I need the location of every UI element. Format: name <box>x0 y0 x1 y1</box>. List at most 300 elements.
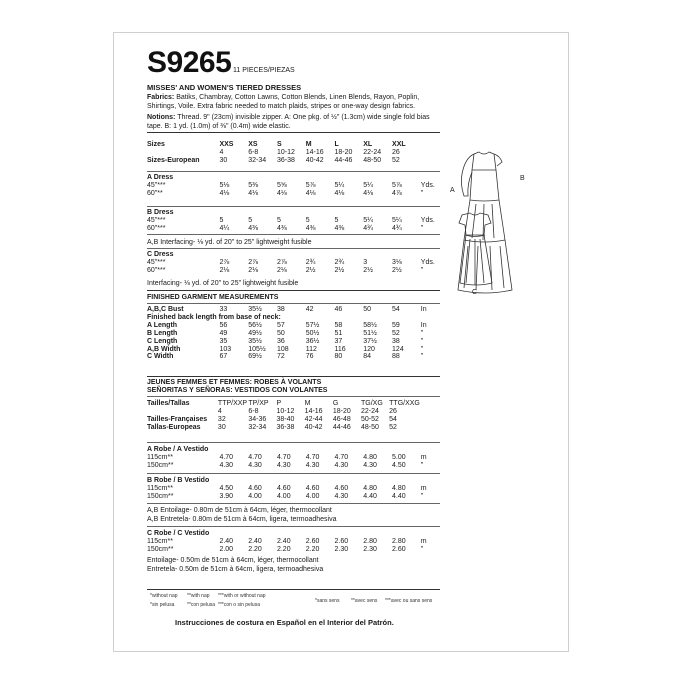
cell: 32 <box>217 415 226 423</box>
cell: 4⅛ <box>363 189 373 197</box>
row-label: A,B Width <box>147 345 181 353</box>
row-label: 115cm** <box>147 537 173 545</box>
table-row <box>147 149 440 157</box>
table-row <box>147 400 440 408</box>
cell: 4.80 <box>363 484 377 492</box>
cell: 10-12 <box>276 148 295 156</box>
cell: 5¼ <box>392 216 402 224</box>
yardage-table-c <box>147 251 440 275</box>
unit: " <box>420 545 424 553</box>
divider <box>147 171 440 172</box>
cell: 56 <box>219 321 228 329</box>
cell: 4⅛ <box>305 189 316 197</box>
divider <box>147 303 440 304</box>
cell: 48-50 <box>363 156 382 164</box>
cell: 51 <box>334 329 343 337</box>
cell: 4.80 <box>392 484 406 492</box>
row-label: 60"*** <box>147 224 166 232</box>
metric-table-b <box>147 477 440 501</box>
divider <box>147 234 440 235</box>
cell: 4 <box>219 148 224 156</box>
cell: 50 <box>363 306 372 313</box>
cell: XL <box>363 141 373 148</box>
fabrics-block <box>147 93 440 111</box>
cell: 4.30 <box>334 461 349 469</box>
unit: In <box>420 321 427 329</box>
cell: 4.70 <box>334 453 349 461</box>
spanish-instructions-note: Instrucciones de costura en Español en el Interior del Patrón. <box>175 618 394 627</box>
unit: " <box>420 353 424 361</box>
cell: 4⅛ <box>219 189 230 197</box>
title-es: SEÑORITAS Y SEÑORAS: VESTIDOS CON VOLANTES <box>147 387 328 394</box>
cell: 67 <box>219 353 228 361</box>
divider <box>147 473 440 474</box>
cell: 6-8 <box>248 148 259 156</box>
table-row <box>147 538 440 546</box>
table-row <box>147 182 440 190</box>
cell: 57 <box>276 321 285 329</box>
cell: 2.20 <box>276 545 291 553</box>
cell: 72 <box>276 353 285 361</box>
cell: 2½ <box>305 266 316 274</box>
cell: 76 <box>305 353 314 361</box>
cell: 88 <box>392 353 400 361</box>
cell: 52 <box>392 329 400 337</box>
table-row <box>147 353 440 361</box>
cell: 4.50 <box>219 484 234 492</box>
footnote-fr-1: *sans sens <box>315 598 340 604</box>
cell: 44-46 <box>332 423 351 431</box>
skirt-c <box>460 235 492 285</box>
row-label: C Length <box>147 337 178 345</box>
cell: 18-20 <box>332 407 351 415</box>
cell <box>421 400 440 408</box>
cell: 4.40 <box>392 492 406 500</box>
cell: 4 <box>217 407 222 415</box>
cell: 58½ <box>363 321 377 329</box>
divider <box>147 206 440 207</box>
cell: 2¾ <box>305 258 316 266</box>
row-label: 150cm** <box>147 461 174 469</box>
cell: 4.30 <box>276 461 291 469</box>
cell: 5 <box>334 216 339 224</box>
table-row <box>147 267 440 275</box>
section-label: A Robe / A Vestido <box>147 446 209 453</box>
cell: 4⅜ <box>305 224 316 232</box>
footnote-fr-3: ***avec ou sans sens <box>385 598 433 604</box>
cell: 120 <box>363 345 375 353</box>
unit: " <box>420 189 424 197</box>
cell: XXS <box>219 141 234 148</box>
table-row <box>147 217 440 225</box>
finished-measurements-title: FINISHED GARMENT MEASUREMENTS <box>147 294 279 301</box>
unit: Yds. <box>420 216 435 224</box>
divider <box>147 290 440 291</box>
cell: 112 <box>305 345 317 353</box>
cell: 5 <box>248 216 253 224</box>
row-label: 45"*** <box>147 216 166 224</box>
section-label: Finished back length from base of neck: <box>147 313 281 321</box>
footnote-en-2: **with nap <box>187 593 210 599</box>
cell <box>421 408 440 416</box>
cell: 2¾ <box>334 258 345 266</box>
cell <box>421 416 440 424</box>
row-label <box>147 408 218 416</box>
table-row <box>147 546 440 554</box>
cell: 5 <box>276 216 281 224</box>
cell: 54 <box>389 415 397 423</box>
cell: 36-38 <box>276 156 295 164</box>
cell: 3⅛ <box>392 258 402 266</box>
title-fr: JEUNES FEMMES ET FEMMES: ROBES À VOLANTS <box>147 379 322 386</box>
cell: 22-24 <box>360 407 379 415</box>
table-row <box>147 416 440 424</box>
footnote-es-2: **con pelusa <box>187 602 216 608</box>
table-row <box>147 408 440 416</box>
cell: 103 <box>219 345 232 353</box>
cell: 26 <box>389 407 397 415</box>
cell: 2⅛ <box>219 266 230 274</box>
cell: 14-16 <box>304 407 323 415</box>
table-row <box>147 314 440 322</box>
cell: 84 <box>363 353 372 361</box>
cell: 4.70 <box>305 453 320 461</box>
cell: 4⅛ <box>276 189 287 197</box>
view-label-a: A <box>450 187 455 194</box>
sizes-table-metric <box>147 400 440 432</box>
cell: XXL <box>392 141 406 148</box>
cell: 38 <box>392 337 400 345</box>
cell: 51½ <box>363 329 377 337</box>
divider <box>147 132 440 133</box>
divider <box>147 503 440 504</box>
sleeve-a <box>461 154 474 196</box>
cell: 105½ <box>248 345 266 353</box>
cell: 4.30 <box>248 461 262 469</box>
row-label: 115cm** <box>147 453 173 461</box>
table-row <box>147 141 440 149</box>
cell: 2.60 <box>305 537 320 545</box>
cell: 4.60 <box>276 484 291 492</box>
cell: TTP/XXP <box>217 400 248 407</box>
metric-table-c <box>147 530 440 554</box>
cell: 4.30 <box>305 461 320 469</box>
cell: 4.60 <box>248 484 262 492</box>
cell: 32-34 <box>248 423 267 431</box>
cell <box>421 424 440 432</box>
cell: 40-42 <box>304 423 323 431</box>
cell: 80 <box>334 353 343 361</box>
cell: 49½ <box>248 329 262 337</box>
cell: 33 <box>219 306 228 313</box>
cell: 58 <box>334 321 343 329</box>
section-label: C Robe / C Vestido <box>147 530 210 537</box>
unit: Yds. <box>420 258 435 266</box>
cell: 30 <box>217 423 226 431</box>
divider <box>147 396 440 397</box>
footnote-es-1: *sin pelusa <box>150 602 175 608</box>
cell: 42-44 <box>304 415 323 423</box>
cell: P <box>276 400 282 407</box>
table-row <box>147 322 440 330</box>
bodice-c <box>459 213 491 235</box>
table-row <box>147 424 440 432</box>
fabrics-text: Batiks, Chambray, Cotton Lawns, Cotton Blends, Linen Blends, Rayon, Poplin, Shirtings, Voile. Extra fabric needed to match plaids, stripes or one-way design fabrics. <box>147 94 420 110</box>
cell: 4¾ <box>392 224 402 232</box>
unit: " <box>420 345 424 353</box>
cell: 2.40 <box>276 537 291 545</box>
cell: 4.30 <box>219 461 234 469</box>
unit: " <box>420 461 424 469</box>
cell: 36½ <box>305 337 320 345</box>
cell: TTG/XXG <box>389 400 420 407</box>
cell: 37½ <box>363 337 377 345</box>
dress-view-c-illustration <box>448 205 508 295</box>
row-label: A,B,C Bust <box>147 306 184 313</box>
cell: 2⅛ <box>276 266 287 274</box>
cell: 6-8 <box>248 407 259 415</box>
cell: 5 <box>305 216 310 224</box>
table-row <box>147 330 440 338</box>
table-row <box>147 446 440 454</box>
cell: 4.00 <box>276 492 291 500</box>
cell: 4.80 <box>363 453 377 461</box>
ab-interfacing: A,B Interfacing- ⅛ yd. of 20" to 25" lightweight fusible <box>147 239 312 246</box>
table-row <box>147 174 440 182</box>
unit: " <box>420 224 424 232</box>
table-row <box>147 225 440 233</box>
row-label: Tailles/Tallas <box>147 400 190 407</box>
cell: 35½ <box>248 337 262 345</box>
cell: 30 <box>219 156 228 164</box>
cell: 4.70 <box>248 453 262 461</box>
cell: 108 <box>276 345 289 353</box>
cell: 3.90 <box>219 492 234 500</box>
cell: 69½ <box>248 353 262 361</box>
view-label-b: B <box>520 175 525 182</box>
divider <box>147 248 440 249</box>
cell: 38-40 <box>276 415 295 423</box>
divider <box>147 526 440 527</box>
cell: 5⅛ <box>219 181 230 189</box>
notions-label: Notions: <box>147 114 176 121</box>
ab-entretela: A,B Entretela- 0.80m de 51cm à 64cm, ligera, termoadhesiva <box>147 516 337 523</box>
bodice-outline <box>472 152 496 170</box>
cell: 5⅞ <box>305 181 316 189</box>
cell: 2.30 <box>363 545 377 553</box>
cell: 2.20 <box>305 545 320 553</box>
table-row <box>147 477 440 485</box>
cell: 4.60 <box>305 484 320 492</box>
footnote-fr-2: **avec sens <box>351 598 378 604</box>
row-label: 60"** <box>147 189 163 197</box>
table-row <box>147 485 440 493</box>
cell: XS <box>248 141 258 148</box>
cell: 49 <box>219 329 228 337</box>
row-label: 60"*** <box>147 266 166 274</box>
footnote-en-3: ***with or without nap <box>218 593 266 599</box>
cell: 40-42 <box>305 156 324 164</box>
cell: 2⅞ <box>219 258 230 266</box>
row-label: B Length <box>147 329 178 337</box>
cell: 56½ <box>248 321 262 329</box>
pattern-number: S9265 <box>147 46 232 79</box>
ab-entoilage: A,B Entoilage- 0.80m de 51cm à 64cm, léger, thermocollant <box>147 507 332 514</box>
cell: 2.40 <box>248 537 262 545</box>
cell: 2.80 <box>363 537 377 545</box>
cell: M <box>304 400 311 407</box>
table-row <box>147 259 440 267</box>
cell: 2.40 <box>219 537 234 545</box>
cell: 52 <box>389 423 397 431</box>
unit: " <box>420 266 424 274</box>
yardage-table-a <box>147 174 440 198</box>
cell: 5¼ <box>334 181 345 189</box>
divider <box>147 442 440 443</box>
cell: 5 <box>219 216 224 224</box>
c-entoilage: Entoilage- 0.50m de 51cm à 64cm, léger, thermocollant <box>147 557 319 564</box>
cell: 5¼ <box>363 181 373 189</box>
cell: 2.30 <box>334 545 349 553</box>
cell: 4⅜ <box>334 224 345 232</box>
cell: 35 <box>219 337 228 345</box>
table-row <box>147 209 440 217</box>
cell: 57½ <box>305 321 320 329</box>
finished-measurements-table <box>147 306 440 361</box>
section-label: C Dress <box>147 251 174 258</box>
cell: 50 <box>276 329 285 337</box>
table-row <box>147 190 440 198</box>
unit: m <box>420 453 427 461</box>
row-label: 45"*** <box>147 181 166 189</box>
cell: S <box>276 141 282 148</box>
cell: 4¼ <box>219 224 230 232</box>
cell: 48-50 <box>360 423 379 431</box>
row-label: 115cm** <box>147 484 173 492</box>
cell: 46-48 <box>332 415 351 423</box>
cell <box>421 141 440 149</box>
cell: 2.60 <box>392 545 406 553</box>
cell: 2½ <box>363 266 373 274</box>
cell: 116 <box>334 345 346 353</box>
table-row <box>147 493 440 501</box>
unit: In <box>420 306 427 313</box>
cell: 2⅛ <box>248 266 258 274</box>
row-label: C Width <box>147 353 174 361</box>
cell: 4.00 <box>305 492 320 500</box>
cell: 5⅝ <box>276 181 287 189</box>
cell: 4.00 <box>248 492 262 500</box>
row-label: Sizes <box>147 141 165 148</box>
section-label: B Dress <box>147 209 174 216</box>
unit: " <box>420 492 424 500</box>
row-label: 45"*** <box>147 258 166 266</box>
cell: 4⅛ <box>248 189 258 197</box>
cell: 2.60 <box>334 537 349 545</box>
yardage-table-b <box>147 209 440 233</box>
unit: " <box>420 329 424 337</box>
cell: 5.00 <box>392 453 406 461</box>
cell: L <box>334 141 339 148</box>
cell: 2.20 <box>248 545 262 553</box>
cell: 10-12 <box>276 407 295 415</box>
cell: 38 <box>276 306 285 313</box>
table-row <box>147 251 440 259</box>
cell: 32-34 <box>248 156 267 164</box>
table-row <box>147 346 440 354</box>
cell: 4.40 <box>363 492 377 500</box>
footnote-es-3: ***con o sin pelusa <box>218 602 260 608</box>
cell: 4.60 <box>334 484 349 492</box>
pieces-count: 11 PIECES/PIEZAS <box>233 67 295 74</box>
cell: 46 <box>334 306 343 313</box>
table-row <box>147 530 440 538</box>
cell: 36 <box>276 337 285 345</box>
divider <box>147 376 440 377</box>
footnote-en-1: *without nap <box>150 593 178 599</box>
cell: 18-20 <box>334 148 353 156</box>
cell: 42 <box>305 306 314 313</box>
cell: 22-24 <box>363 148 382 156</box>
pattern-title: MISSES' AND WOMEN'S TIERED DRESSES <box>147 83 302 92</box>
row-label: 150cm** <box>147 545 174 553</box>
row-label: Tailles-Françaises <box>147 415 208 423</box>
cell: 2½ <box>334 266 345 274</box>
tier-1 <box>470 170 499 201</box>
cell: 5¼ <box>363 216 373 224</box>
row-label: 150cm** <box>147 492 174 500</box>
cell: 2.00 <box>219 545 234 553</box>
notions-text: Thread. 9" (23cm) invisible zipper. A: One pkg. of ½" (1.3cm) wide single fold bias tape. B: 1 yd. (1.0m) of ⅜" (0.4m) wide elastic. <box>147 114 430 130</box>
cell: M <box>305 141 312 148</box>
cell: 34-36 <box>248 415 267 423</box>
section-label: B Robe / B Vestido <box>147 477 210 484</box>
table-row <box>147 338 440 346</box>
cell: 4¾ <box>363 224 373 232</box>
table-row <box>147 462 440 470</box>
unit: " <box>420 337 424 345</box>
cell: TP/XP <box>248 400 269 407</box>
unit: m <box>420 484 427 492</box>
cell: 44-46 <box>334 156 353 164</box>
cell: 4⅛ <box>334 189 345 197</box>
table-row <box>147 306 440 314</box>
cell: G <box>332 400 339 407</box>
cell: 4.50 <box>392 461 406 469</box>
cell: 37 <box>334 337 343 345</box>
cell: 4.30 <box>363 461 377 469</box>
table-row <box>147 454 440 462</box>
cell: 14-16 <box>305 148 324 156</box>
cell: 4.70 <box>276 453 291 461</box>
table-row <box>147 157 440 165</box>
divider <box>147 589 440 590</box>
cell <box>421 157 440 165</box>
cell: 50½ <box>305 329 320 337</box>
yardage-table-imperial <box>147 141 440 165</box>
notions-block <box>147 113 440 131</box>
unit: m <box>420 537 427 545</box>
cell: 2⅞ <box>276 258 287 266</box>
c-interfacing: Interfacing- ⅛ yd. of 20" to 25" lightweight fusible <box>147 280 299 287</box>
cell: 4.70 <box>219 453 234 461</box>
cell: TG/XG <box>360 400 383 407</box>
cell: 36-38 <box>276 423 295 431</box>
unit: Yds. <box>420 181 435 189</box>
cell: 59 <box>392 321 400 329</box>
row-label: Sizes-European <box>147 156 200 164</box>
cell: 5⅜ <box>248 181 258 189</box>
